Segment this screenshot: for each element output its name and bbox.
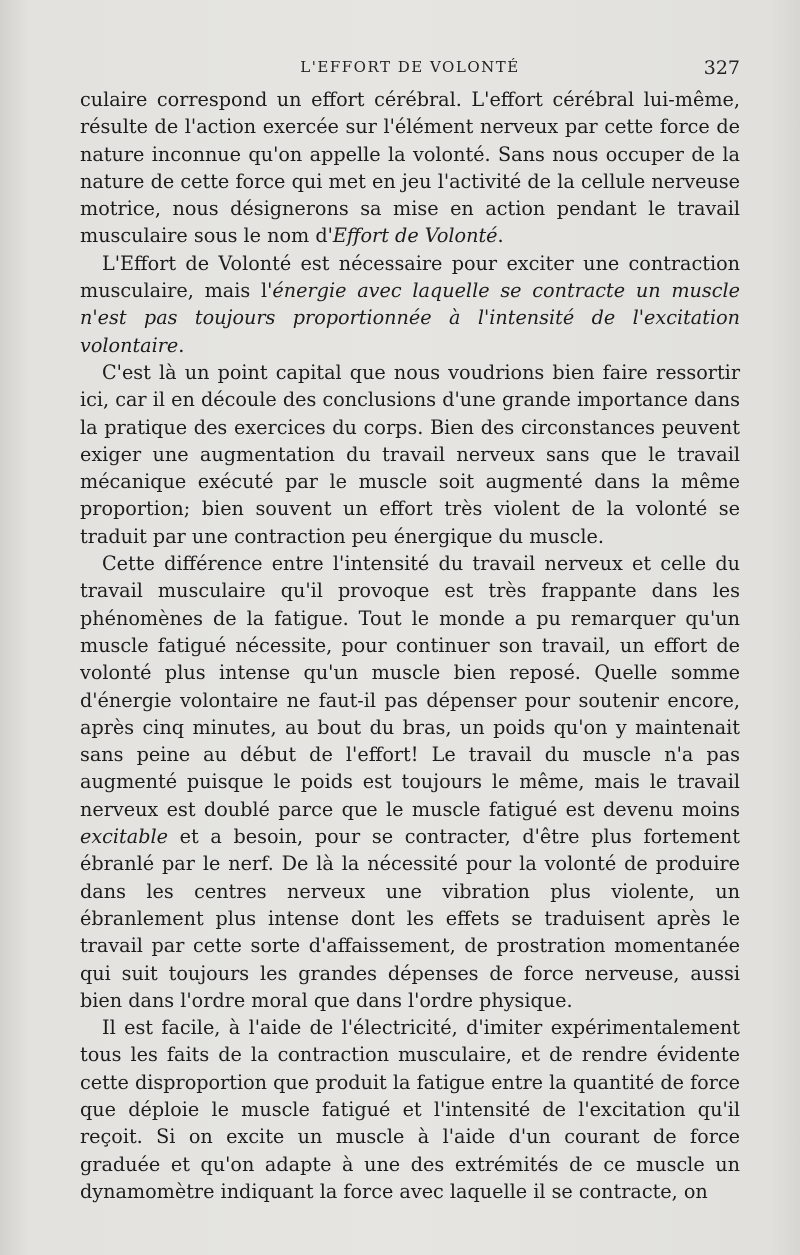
paragraph — [80, 86, 740, 250]
text-run: L'Effort de Volonté est nécessaire pour exciter une contraction musculaire, mais l' — [80, 251, 740, 303]
body-text — [80, 86, 740, 1205]
paragraph: Il est facile, à l'aide de l'électricité, d'imiter expérimentalement tous les faits de la contraction musculaire, et de rendre évidente cette disproportion que produit la fatigue entre la quantité de force que déploie le muscle fatigué et l'intensité de l'excitation qu'il reçoit. Si on excite un muscle à l'aide d'un courant de force graduée et qu'on adapte à une des extrémités de ce muscle un dynamomètre indiquant la force avec laquelle il se contracte, on — [80, 1016, 740, 1203]
text-run: . — [497, 224, 504, 248]
text-run: et a besoin, pour se contracter, d'être plus fortement ébranlé par le nerf. De là la nécessité pour la volonté de produire dans les centres nerveux une vibration plus violente, un ébranlement plus intense dont les effets se traduisent après le travail par cette sorte d'affaissement, de prostration momentanée qui suit toujours les grandes dépenses de force nerveuse, aussi bien dans l'ordre moral que dans l'ordre physique. — [80, 825, 740, 1012]
italic-text: excitable — [80, 825, 168, 849]
text-run: . — [178, 333, 185, 357]
paragraph — [80, 250, 740, 359]
page-header — [80, 58, 740, 82]
italic-text: énergie avec laquelle se contracte un muscle n'est pas toujours proportionnée à l'intensité de l'excitation volontaire — [80, 279, 740, 357]
italic-text: Effort de Volonté — [332, 224, 498, 248]
running-title: L'EFFORT DE VOLONTÉ — [300, 58, 520, 76]
text-run: Cette différence entre l'intensité du travail nerveux et celle du travail musculaire qu'il provoque est très frappante dans les phénomènes de la fatigue. Tout le monde a pu remarquer qu'un muscle fatigué nécessite, pour continuer son travail, un effort de volonté plus intense qu'un muscle bien reposé. Quelle somme d'énergie volontaire ne faut-il pas dépenser pour soutenir encore, après cinq minutes, au bout du bras, un poids qu'on y maintenait sans peine au début de l'effort! Le travail du muscle n'a pas augmenté puisque le poids est toujours le même, mais le travail nerveux est doublé parce que le muscle fatigué est devenu moins — [80, 552, 740, 821]
text-run: culaire correspond un effort cérébral. L'effort cérébral lui-même, résulte de l'action exercée sur l'élément nerveux par cette force de nature inconnue qu'on appelle la volonté. Sans nous occuper de la nature de cette force qui met en jeu l'activité de la cellule nerveuse motrice, nous désignerons sa mise en action pendant le travail musculaire sous le nom d' — [80, 88, 740, 248]
paragraph: C'est là un point capital que nous voudrions bien faire ressortir ici, car il en découle des conclusions d'une grande importance dans la pratique des exercices du corps. Bien des circonstances peuvent exiger une augmentation du travail nerveux sans que le travail mécanique exécuté par le muscle soit augmenté dans la même proportion; bien souvent un effort très violent de la volonté se traduit par une contraction peu énergique du muscle. — [80, 360, 740, 548]
page-number: 327 — [703, 57, 740, 79]
paragraph — [80, 550, 740, 1014]
